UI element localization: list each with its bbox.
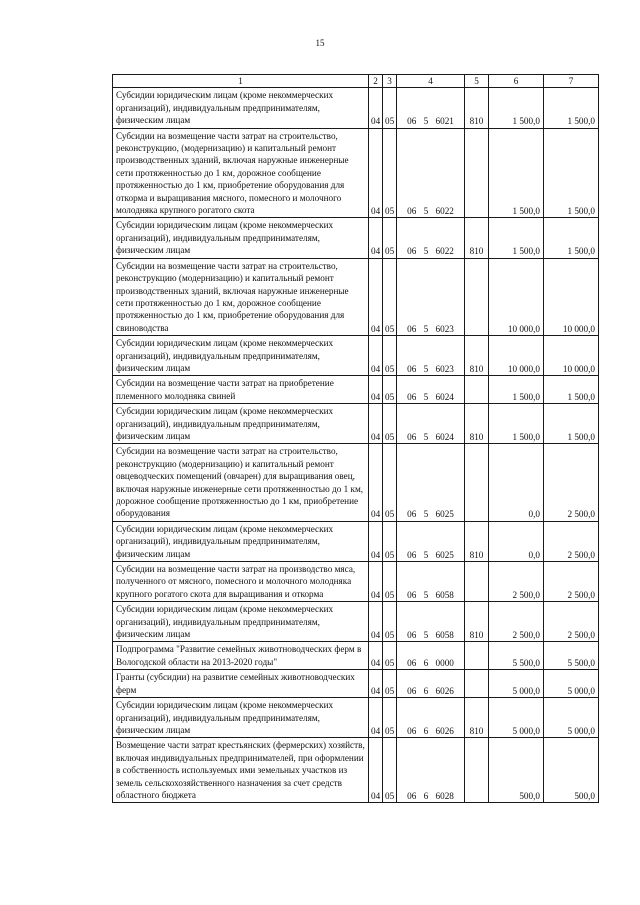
expense-type-cell [465, 258, 489, 335]
target-article-cell: 06 5 6024 [397, 376, 465, 404]
target-article-cell: 06 5 6023 [397, 258, 465, 335]
target-article-cell: 06 6 6026 [397, 670, 465, 698]
row-name-cell: Субсидии юридическим лицам (кроме некоммерческих организаций), индивидуальным предпринимателям, физическим лицам [113, 88, 369, 128]
header-cell: 1 [113, 75, 369, 88]
subsection-code-cell: 05 [383, 642, 397, 670]
row-name-cell: Субсидии на возмещение части затрат на строительство, реконструкцию (модернизацию) и капитальный ремонт овцеводческих помещений (овчарен) для выращивания овец, включая наружные инженерные сети протяженностью до 1 км, дорожное сообщение протяженностью до 1 км, приобретение оборудования [113, 444, 369, 521]
target-article-cell: 06 6 6028 [397, 738, 465, 803]
amount-year1-cell: 5 500,0 [489, 642, 544, 670]
amount-year1-cell: 0,0 [489, 521, 544, 561]
expense-type-cell: 810 [465, 698, 489, 738]
amount-year1-cell: 500,0 [489, 738, 544, 803]
amount-year2-cell: 2 500,0 [544, 444, 599, 521]
expense-type-cell: 810 [465, 521, 489, 561]
table-row [113, 698, 599, 738]
amount-year1-cell: 1 500,0 [489, 88, 544, 128]
subsection-code-cell: 05 [383, 521, 397, 561]
expense-type-cell [465, 670, 489, 698]
header-cell: 5 [465, 75, 489, 88]
row-name-cell: Субсидии на возмещение части затрат на приобретение племенного молодняка свиней [113, 376, 369, 404]
header-cell: 7 [544, 75, 599, 88]
amount-year2-cell: 10 000,0 [544, 258, 599, 335]
row-name-cell: Субсидии юридическим лицам (кроме некоммерческих организаций), индивидуальным предпринимателям, физическим лицам [113, 404, 369, 444]
table-row [113, 562, 599, 602]
amount-year2-cell: 5 000,0 [544, 698, 599, 738]
row-name-cell: Подпрограмма "Развитие семейных животноводческих ферм в Вологодской области на 2013-2020 годы" [113, 642, 369, 670]
section-code-cell: 04 [369, 444, 383, 521]
target-article-cell: 06 6 0000 [397, 642, 465, 670]
subsection-code-cell: 05 [383, 562, 397, 602]
table-row [113, 642, 599, 670]
subsection-code-cell: 05 [383, 376, 397, 404]
table-row [113, 521, 599, 561]
table-header-row [113, 75, 599, 88]
section-code-cell: 04 [369, 562, 383, 602]
amount-year1-cell: 10 000,0 [489, 258, 544, 335]
header-cell: 2 [369, 75, 383, 88]
section-code-cell: 04 [369, 602, 383, 642]
target-article-cell: 06 5 6022 [397, 128, 465, 218]
amount-year1-cell: 1 500,0 [489, 376, 544, 404]
table-row [113, 404, 599, 444]
subsection-code-cell: 05 [383, 698, 397, 738]
expense-type-cell [465, 642, 489, 670]
section-code-cell: 04 [369, 218, 383, 258]
subsection-code-cell: 05 [383, 218, 397, 258]
row-name-cell: Субсидии юридическим лицам (кроме некоммерческих организаций), индивидуальным предпринимателям, физическим лицам [113, 521, 369, 561]
amount-year2-cell: 1 500,0 [544, 404, 599, 444]
header-cell: 4 [397, 75, 465, 88]
table-row [113, 738, 599, 803]
amount-year2-cell: 10 000,0 [544, 336, 599, 376]
target-article-cell: 06 5 6025 [397, 444, 465, 521]
section-code-cell: 04 [369, 698, 383, 738]
amount-year1-cell: 1 500,0 [489, 128, 544, 218]
table-row [113, 88, 599, 128]
amount-year2-cell: 1 500,0 [544, 218, 599, 258]
row-name-cell: Субсидии юридическим лицам (кроме некоммерческих организаций), индивидуальным предпринимателям, физическим лицам [113, 336, 369, 376]
section-code-cell: 04 [369, 521, 383, 561]
section-code-cell: 04 [369, 336, 383, 376]
header-cell: 6 [489, 75, 544, 88]
table-row [113, 376, 599, 404]
amount-year1-cell: 1 500,0 [489, 404, 544, 444]
target-article-cell: 06 5 6021 [397, 88, 465, 128]
subsection-code-cell: 05 [383, 88, 397, 128]
budget-table [112, 74, 599, 803]
target-article-cell: 06 5 6058 [397, 602, 465, 642]
row-name-cell: Субсидии на возмещение части затрат на строительство, реконструкцию (модернизацию) и капитальный ремонт производственных зданий, включая наружные инженерные сети протяженностью до 1 км, дорожное сообщение протяженностью до 1 км, приобретение оборудования для свиноводства [113, 258, 369, 335]
subsection-code-cell: 05 [383, 404, 397, 444]
table-row [113, 218, 599, 258]
amount-year1-cell: 0,0 [489, 444, 544, 521]
amount-year2-cell: 500,0 [544, 738, 599, 803]
expense-type-cell: 810 [465, 88, 489, 128]
amount-year2-cell: 1 500,0 [544, 88, 599, 128]
amount-year2-cell: 2 500,0 [544, 562, 599, 602]
expense-type-cell: 810 [465, 218, 489, 258]
row-name-cell: Субсидии на возмещение части затрат на производство мяса, полученного от мясного, помесного и молочного молодняка крупного рогатого скота для выращивания и откорма [113, 562, 369, 602]
table-row [113, 602, 599, 642]
section-code-cell: 04 [369, 404, 383, 444]
amount-year1-cell: 1 500,0 [489, 218, 544, 258]
expense-type-cell [465, 444, 489, 521]
section-code-cell: 04 [369, 642, 383, 670]
table-row [113, 444, 599, 521]
target-article-cell: 06 5 6058 [397, 562, 465, 602]
amount-year2-cell: 1 500,0 [544, 128, 599, 218]
row-name-cell: Возмещение части затрат крестьянских (фермерских) хозяйств, включая индивидуальных предпринимателей, при оформлении в собственность используемых ими земельных участков из земель сельскохозяйственного назначения за счет средств областного бюджета [113, 738, 369, 803]
section-code-cell: 04 [369, 128, 383, 218]
amount-year2-cell: 1 500,0 [544, 376, 599, 404]
expense-type-cell: 810 [465, 602, 489, 642]
expense-type-cell [465, 738, 489, 803]
row-name-cell: Гранты (субсидии) на развитие семейных животноводческих ферм [113, 670, 369, 698]
expense-type-cell: 810 [465, 336, 489, 376]
amount-year1-cell: 2 500,0 [489, 562, 544, 602]
amount-year2-cell: 2 500,0 [544, 521, 599, 561]
amount-year1-cell: 5 000,0 [489, 670, 544, 698]
expense-type-cell [465, 562, 489, 602]
amount-year1-cell: 5 000,0 [489, 698, 544, 738]
section-code-cell: 04 [369, 376, 383, 404]
table-row [113, 258, 599, 335]
target-article-cell: 06 5 6022 [397, 218, 465, 258]
amount-year1-cell: 10 000,0 [489, 336, 544, 376]
row-name-cell: Субсидии юридическим лицам (кроме некоммерческих организаций), индивидуальным предпринимателям, физическим лицам [113, 698, 369, 738]
amount-year2-cell: 5 000,0 [544, 670, 599, 698]
table-row [113, 670, 599, 698]
amount-year1-cell: 2 500,0 [489, 602, 544, 642]
subsection-code-cell: 05 [383, 670, 397, 698]
expense-type-cell [465, 128, 489, 218]
expense-type-cell: 810 [465, 404, 489, 444]
target-article-cell: 06 5 6025 [397, 521, 465, 561]
section-code-cell: 04 [369, 258, 383, 335]
header-cell: 3 [383, 75, 397, 88]
expense-type-cell [465, 376, 489, 404]
subsection-code-cell: 05 [383, 336, 397, 376]
table-row [113, 336, 599, 376]
subsection-code-cell: 05 [383, 444, 397, 521]
subsection-code-cell: 05 [383, 738, 397, 803]
section-code-cell: 04 [369, 88, 383, 128]
table-row [113, 128, 599, 218]
row-name-cell: Субсидии юридическим лицам (кроме некоммерческих организаций), индивидуальным предпринимателям, физическим лицам [113, 218, 369, 258]
amount-year2-cell: 5 500,0 [544, 642, 599, 670]
target-article-cell: 06 5 6024 [397, 404, 465, 444]
subsection-code-cell: 05 [383, 602, 397, 642]
section-code-cell: 04 [369, 738, 383, 803]
target-article-cell: 06 6 6026 [397, 698, 465, 738]
row-name-cell: Субсидии на возмещение части затрат на строительство, реконструкцию, (модернизацию) и капитальный ремонт производственных зданий, включая наружные инженерные сети протяженностью до 1 км, дорожное сообщение протяженностью до 1 км, приобретение оборудования для откорма и выращивания мясного, помесного и молочного молодняка крупного рогатого скота [113, 128, 369, 218]
subsection-code-cell: 05 [383, 258, 397, 335]
target-article-cell: 06 5 6023 [397, 336, 465, 376]
amount-year2-cell: 2 500,0 [544, 602, 599, 642]
page-number: 15 [315, 38, 325, 48]
section-code-cell: 04 [369, 670, 383, 698]
row-name-cell: Субсидии юридическим лицам (кроме некоммерческих организаций), индивидуальным предпринимателям, физическим лицам [113, 602, 369, 642]
subsection-code-cell: 05 [383, 128, 397, 218]
